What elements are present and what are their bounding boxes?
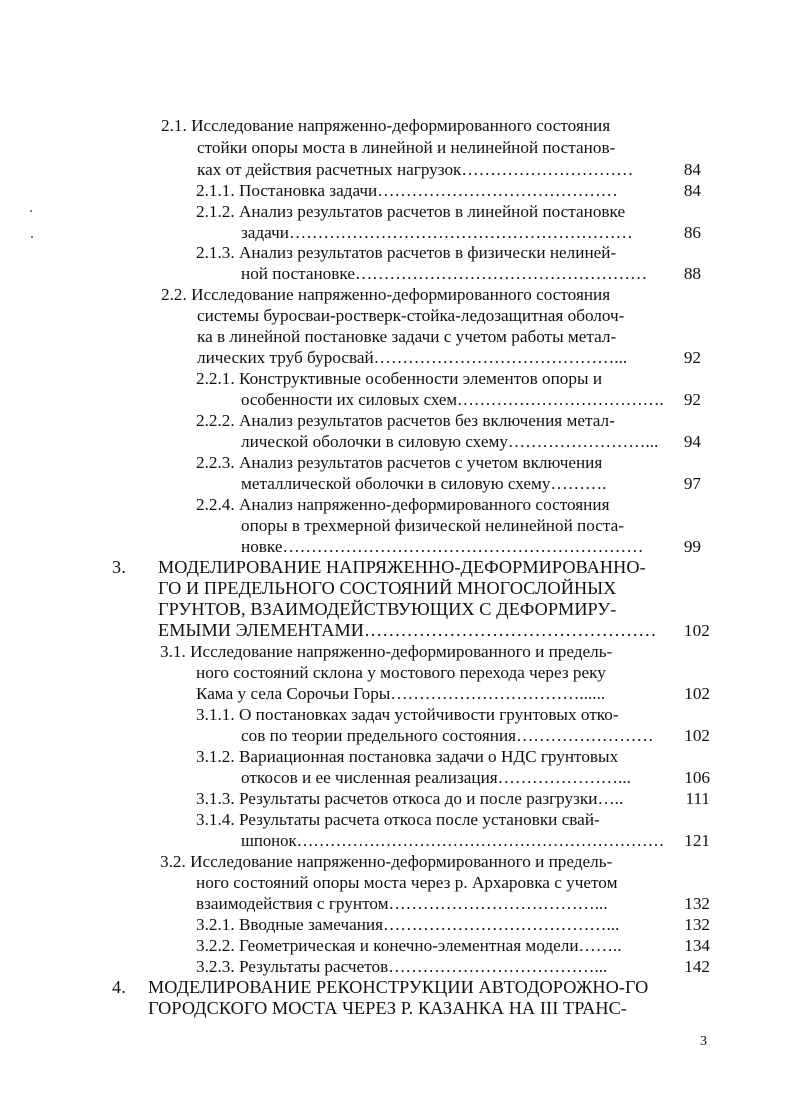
toc-line: МОДЕЛИРОВАНИЕ РЕКОНСТРУКЦИИ АВТОДОРОЖНО-ГО <box>148 977 649 997</box>
toc-line: лических труб буросвай……………………………………... <box>197 348 628 367</box>
toc-line: лической оболочки в силовую схему……………………... <box>241 432 659 451</box>
chapter-number: 4. <box>112 977 126 997</box>
toc-line: 2.2. Исследование напряженно-деформированного состояния <box>161 285 611 304</box>
chapter-number: 3. <box>112 557 126 577</box>
toc-page-number: 111 <box>685 789 710 808</box>
toc-line: ка в линейной постановке задачи с учетом работы метал- <box>197 327 617 346</box>
toc-line: 3.1.1. О постановках задач устойчивости грунтовых отко- <box>196 705 619 724</box>
toc-page-number: 99 <box>683 537 701 556</box>
toc-line: 3.2.2. Геометрическая и конечно-элементная модели…….. <box>196 936 622 955</box>
toc-page-number: 92 <box>683 348 701 367</box>
toc-line: 2.2.1. Конструктивные особенности элементов опоры и <box>196 369 603 388</box>
toc-page-number: 97 <box>683 474 701 493</box>
toc-line: 2.2.3. Анализ результатов расчетов с учетом включения <box>196 453 603 472</box>
toc-line: особенности их силовых схем………………………………. <box>241 390 664 409</box>
toc-line: МОДЕЛИРОВАНИЕ НАПРЯЖЕННО-ДЕФОРМИРОВАННО- <box>158 557 646 577</box>
toc-line: Кама у села Сорочьи Горы……………………………...... <box>196 684 606 703</box>
toc-page-number: 134 <box>684 936 710 955</box>
toc-line: опоры в трехмерной физической нелинейной поста- <box>241 516 624 535</box>
toc-page-number: 132 <box>684 915 710 934</box>
toc-line: 2.1.3. Анализ результатов расчетов в физически нелиней- <box>196 243 617 262</box>
toc-page-number: 102 <box>684 684 710 703</box>
toc-line: шпонок………………………………………………………… <box>241 831 665 850</box>
toc-line: металлической оболочки в силовую схему………. <box>241 474 607 493</box>
toc-line: ной постановке…………………………………………… <box>241 264 648 283</box>
toc-page-number: 102 <box>683 621 710 640</box>
toc-line: задачи…………………………………………………… <box>241 223 633 242</box>
toc-line: 3.1.3. Результаты расчетов откоса до и после разгрузки….. <box>196 789 624 808</box>
toc-line: откосов и ее численная реализация…………………... <box>241 768 631 787</box>
toc-line: ного состояний склона у мостового перехода через реку <box>196 663 606 682</box>
toc-page-number: 92 <box>683 390 701 409</box>
toc-line: 3.1.2. Вариационная постановка задачи о НДС грунтовых <box>196 747 619 766</box>
toc-line: взаимодействия с грунтом………………………………... <box>196 894 608 913</box>
toc-line: 3.2. Исследование напряженно-деформированного и предель- <box>160 852 613 871</box>
toc-line: ЕМЫМИ ЭЛЕМЕНТАМИ………………………………………… <box>158 620 657 640</box>
toc-line: новке……………………………………………………… <box>241 537 644 556</box>
toc-line: ного состояний опоры моста через р. Архаровка с учетом <box>196 873 618 892</box>
toc-line: системы буросваи-ростверк-стойка-ледозащитная оболоч- <box>197 306 625 325</box>
toc-line: 2.2.2. Анализ результатов расчетов без включения метал- <box>196 411 615 430</box>
toc-line: 3.1.4. Результаты расчета откоса после установки свай- <box>196 810 600 829</box>
toc-line: 2.1. Исследование напряженно-деформированного состояния <box>161 116 611 135</box>
toc-page-number: 142 <box>684 957 710 976</box>
toc-page-number: 94 <box>683 432 701 451</box>
scan-speck <box>30 210 32 212</box>
toc-line: ГОРОДСКОГО МОСТА ЧЕРЕЗ Р. КАЗАНКА НА III ТРАНС- <box>148 998 627 1018</box>
toc-line: ГРУНТОВ, ВЗАИМОДЕЙСТВУЮЩИХ С ДЕФОРМИРУ- <box>158 599 617 619</box>
toc-line: стойки опоры моста в линейной и нелинейной постанов- <box>197 138 616 157</box>
toc-page-number: 86 <box>683 223 701 242</box>
toc-line: 3.2.3. Результаты расчетов………………………………... <box>196 957 608 976</box>
toc-line: сов по теории предельного состояния…………………… <box>241 726 654 745</box>
toc-line: 2.2.4. Анализ напряженно-деформированного состояния <box>196 495 610 514</box>
toc-page-number: 132 <box>684 894 710 913</box>
scan-speck <box>31 236 33 238</box>
toc-page-number: 121 <box>684 831 710 850</box>
toc-page-number: 84 <box>683 181 701 200</box>
toc-page-number: 88 <box>683 264 701 283</box>
page-number: 3 <box>700 1034 707 1049</box>
toc-page-number: 84 <box>683 160 701 179</box>
toc-page-number: 102 <box>684 726 710 745</box>
toc-line: 2.1.1. Постановка задачи…………………………………… <box>196 181 618 200</box>
toc-page-number: 106 <box>684 768 710 787</box>
toc-line: 3.2.1. Вводные замечания…………………………………... <box>196 915 620 934</box>
toc-line: ГО И ПРЕДЕЛЬНОГО СОСТОЯНИЙ МНОГОСЛОЙНЫХ <box>158 578 617 598</box>
toc-line: ках от действия расчетных нагрузок………………………… <box>197 160 634 179</box>
toc-line: 2.1.2. Анализ результатов расчетов в линейной постановке <box>196 202 626 221</box>
toc-line: 3.1. Исследование напряженно-деформированного и предель- <box>160 642 613 661</box>
